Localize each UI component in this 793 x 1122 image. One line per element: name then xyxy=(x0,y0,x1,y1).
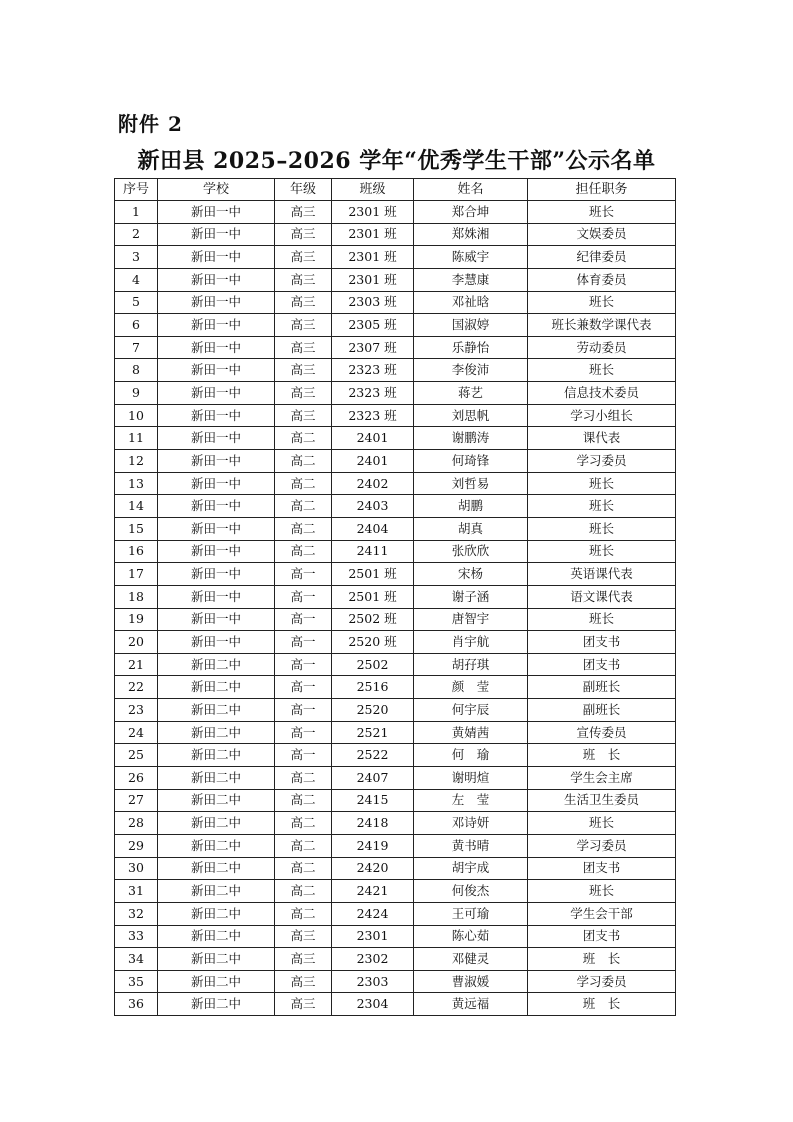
cell-grade: 高一 xyxy=(275,676,332,699)
cell-grade: 高三 xyxy=(275,336,332,359)
cell-grade: 高二 xyxy=(275,812,332,835)
cell-school: 新田一中 xyxy=(158,336,275,359)
cell-school: 新田二中 xyxy=(158,834,275,857)
cell-school: 新田二中 xyxy=(158,993,275,1016)
cell-grade: 高三 xyxy=(275,993,332,1016)
cell-index: 3 xyxy=(115,246,158,269)
table-row xyxy=(115,450,676,473)
cell-name: 黄书晴 xyxy=(414,834,528,857)
table-row xyxy=(115,653,676,676)
cell-position: 纪律委员 xyxy=(528,246,676,269)
cell-position: 学生会干部 xyxy=(528,902,676,925)
cell-class: 2301 班 xyxy=(332,223,414,246)
cell-name: 郑合坤 xyxy=(414,201,528,224)
cell-name: 颜 莹 xyxy=(414,676,528,699)
cell-school: 新田二中 xyxy=(158,925,275,948)
table-row xyxy=(115,291,676,314)
table-row xyxy=(115,427,676,450)
table-row xyxy=(115,246,676,269)
cell-name: 乐静怡 xyxy=(414,336,528,359)
cell-index: 23 xyxy=(115,699,158,722)
cell-grade: 高一 xyxy=(275,721,332,744)
cell-index: 29 xyxy=(115,834,158,857)
cell-class: 2402 xyxy=(332,472,414,495)
cell-name: 王可瑜 xyxy=(414,902,528,925)
cell-name: 陈心茹 xyxy=(414,925,528,948)
table-row xyxy=(115,676,676,699)
cell-position: 副班长 xyxy=(528,699,676,722)
table-row xyxy=(115,495,676,518)
cell-position: 语文课代表 xyxy=(528,585,676,608)
cell-class: 2411 xyxy=(332,540,414,563)
cell-name: 左 莹 xyxy=(414,789,528,812)
cell-school: 新田一中 xyxy=(158,404,275,427)
cell-grade: 高三 xyxy=(275,246,332,269)
table-row xyxy=(115,336,676,359)
cell-name: 何 瑜 xyxy=(414,744,528,767)
header-index: 序号 xyxy=(115,179,158,201)
cell-name: 陈威宇 xyxy=(414,246,528,269)
cell-name: 曹淑媛 xyxy=(414,970,528,993)
cell-class: 2407 xyxy=(332,767,414,790)
cell-grade: 高三 xyxy=(275,925,332,948)
cell-grade: 高三 xyxy=(275,223,332,246)
cell-class: 2302 xyxy=(332,948,414,971)
cell-class: 2401 xyxy=(332,450,414,473)
cell-position: 班 长 xyxy=(528,948,676,971)
cell-school: 新田一中 xyxy=(158,427,275,450)
cell-class: 2401 xyxy=(332,427,414,450)
cell-name: 何琦锋 xyxy=(414,450,528,473)
table-row xyxy=(115,404,676,427)
cell-position: 生活卫生委员 xyxy=(528,789,676,812)
table-row xyxy=(115,902,676,925)
table-row xyxy=(115,608,676,631)
cell-name: 黄婧茜 xyxy=(414,721,528,744)
cell-index: 30 xyxy=(115,857,158,880)
cell-grade: 高一 xyxy=(275,585,332,608)
cell-index: 12 xyxy=(115,450,158,473)
cell-name: 肖宇航 xyxy=(414,631,528,654)
cell-position: 班长 xyxy=(528,201,676,224)
cell-name: 宋杨 xyxy=(414,563,528,586)
cell-grade: 高二 xyxy=(275,789,332,812)
cell-school: 新田一中 xyxy=(158,314,275,337)
cell-class: 2323 班 xyxy=(332,382,414,405)
cell-index: 16 xyxy=(115,540,158,563)
cell-class: 2323 班 xyxy=(332,359,414,382)
cell-grade: 高二 xyxy=(275,857,332,880)
cell-index: 11 xyxy=(115,427,158,450)
cell-class: 2501 班 xyxy=(332,585,414,608)
cell-school: 新田一中 xyxy=(158,201,275,224)
cell-position: 宣传委员 xyxy=(528,721,676,744)
cell-position: 班长 xyxy=(528,812,676,835)
cell-index: 6 xyxy=(115,314,158,337)
cell-class: 2307 班 xyxy=(332,336,414,359)
header-school: 学校 xyxy=(158,179,275,201)
cell-index: 24 xyxy=(115,721,158,744)
cell-name: 邓诗妍 xyxy=(414,812,528,835)
cell-name: 黄远福 xyxy=(414,993,528,1016)
table-row xyxy=(115,563,676,586)
cell-name: 谢明煊 xyxy=(414,767,528,790)
cell-school: 新田二中 xyxy=(158,699,275,722)
cell-grade: 高一 xyxy=(275,744,332,767)
cell-school: 新田一中 xyxy=(158,359,275,382)
cell-class: 2502 班 xyxy=(332,608,414,631)
cell-school: 新田一中 xyxy=(158,631,275,654)
header-name: 姓名 xyxy=(414,179,528,201)
cell-grade: 高三 xyxy=(275,970,332,993)
table-row xyxy=(115,767,676,790)
cell-index: 26 xyxy=(115,767,158,790)
cell-school: 新田一中 xyxy=(158,495,275,518)
cell-name: 邓祉晗 xyxy=(414,291,528,314)
cell-school: 新田二中 xyxy=(158,880,275,903)
cell-index: 4 xyxy=(115,268,158,291)
cell-school: 新田二中 xyxy=(158,767,275,790)
cell-class: 2418 xyxy=(332,812,414,835)
cell-index: 8 xyxy=(115,359,158,382)
cell-school: 新田一中 xyxy=(158,382,275,405)
cell-name: 谢子涵 xyxy=(414,585,528,608)
cell-grade: 高二 xyxy=(275,427,332,450)
cell-position: 文娱委员 xyxy=(528,223,676,246)
cell-grade: 高三 xyxy=(275,404,332,427)
cell-grade: 高三 xyxy=(275,268,332,291)
cell-position: 学习委员 xyxy=(528,450,676,473)
cell-position: 课代表 xyxy=(528,427,676,450)
table-row xyxy=(115,699,676,722)
cell-name: 李慧康 xyxy=(414,268,528,291)
cell-class: 2501 班 xyxy=(332,563,414,586)
cell-index: 1 xyxy=(115,201,158,224)
cell-school: 新田一中 xyxy=(158,450,275,473)
table-row xyxy=(115,585,676,608)
document-title: 新田县 2025–2026 学年“优秀学生干部”公示名单 xyxy=(137,148,656,174)
cell-index: 20 xyxy=(115,631,158,654)
cell-school: 新田二中 xyxy=(158,676,275,699)
cell-grade: 高一 xyxy=(275,699,332,722)
table-row xyxy=(115,472,676,495)
cell-class: 2301 班 xyxy=(332,268,414,291)
cell-index: 28 xyxy=(115,812,158,835)
cell-class: 2521 xyxy=(332,721,414,744)
cell-grade: 高一 xyxy=(275,653,332,676)
cell-class: 2303 xyxy=(332,970,414,993)
table-row xyxy=(115,880,676,903)
cell-grade: 高一 xyxy=(275,608,332,631)
cell-name: 胡真 xyxy=(414,517,528,540)
cell-class: 2301 班 xyxy=(332,246,414,269)
table-row xyxy=(115,540,676,563)
cell-position: 班长兼数学课代表 xyxy=(528,314,676,337)
cell-class: 2421 xyxy=(332,880,414,903)
cell-position: 团支书 xyxy=(528,653,676,676)
table-row xyxy=(115,201,676,224)
cell-position: 班长 xyxy=(528,291,676,314)
cell-school: 新田一中 xyxy=(158,585,275,608)
cell-school: 新田二中 xyxy=(158,721,275,744)
cell-school: 新田二中 xyxy=(158,812,275,835)
cell-name: 胡孖琪 xyxy=(414,653,528,676)
table-row xyxy=(115,948,676,971)
cell-school: 新田一中 xyxy=(158,540,275,563)
cell-name: 刘哲易 xyxy=(414,472,528,495)
cell-grade: 高三 xyxy=(275,382,332,405)
cell-grade: 高二 xyxy=(275,450,332,473)
cell-school: 新田二中 xyxy=(158,902,275,925)
cell-grade: 高二 xyxy=(275,495,332,518)
cell-grade: 高三 xyxy=(275,201,332,224)
cell-index: 5 xyxy=(115,291,158,314)
header-grade: 年级 xyxy=(275,179,332,201)
cell-school: 新田二中 xyxy=(158,789,275,812)
cell-position: 团支书 xyxy=(528,925,676,948)
cell-grade: 高二 xyxy=(275,517,332,540)
table-body xyxy=(115,201,676,1016)
cell-grade: 高二 xyxy=(275,472,332,495)
cell-class: 2424 xyxy=(332,902,414,925)
cell-grade: 高三 xyxy=(275,359,332,382)
cell-name: 国淑婷 xyxy=(414,314,528,337)
cell-school: 新田二中 xyxy=(158,857,275,880)
cell-name: 何宇辰 xyxy=(414,699,528,722)
cell-name: 胡宇成 xyxy=(414,857,528,880)
table-row xyxy=(115,314,676,337)
cell-class: 2304 xyxy=(332,993,414,1016)
cell-class: 2516 xyxy=(332,676,414,699)
cell-position: 团支书 xyxy=(528,631,676,654)
table-row xyxy=(115,359,676,382)
cell-school: 新田一中 xyxy=(158,223,275,246)
cell-index: 2 xyxy=(115,223,158,246)
cell-index: 17 xyxy=(115,563,158,586)
cell-index: 9 xyxy=(115,382,158,405)
table-header-row xyxy=(115,179,676,201)
cell-position: 班长 xyxy=(528,517,676,540)
table-row xyxy=(115,857,676,880)
table-row xyxy=(115,382,676,405)
cell-position: 英语课代表 xyxy=(528,563,676,586)
cell-class: 2520 班 xyxy=(332,631,414,654)
cell-class: 2301 xyxy=(332,925,414,948)
table-row xyxy=(115,631,676,654)
cell-position: 学习小组长 xyxy=(528,404,676,427)
cell-class: 2419 xyxy=(332,834,414,857)
cell-index: 31 xyxy=(115,880,158,903)
cell-name: 郑姝湘 xyxy=(414,223,528,246)
cell-index: 22 xyxy=(115,676,158,699)
cell-index: 25 xyxy=(115,744,158,767)
cell-school: 新田二中 xyxy=(158,970,275,993)
cell-index: 15 xyxy=(115,517,158,540)
cell-name: 何俊杰 xyxy=(414,880,528,903)
cell-class: 2404 xyxy=(332,517,414,540)
cell-position: 班 长 xyxy=(528,993,676,1016)
cell-position: 团支书 xyxy=(528,857,676,880)
cell-class: 2403 xyxy=(332,495,414,518)
cell-grade: 高二 xyxy=(275,902,332,925)
cell-name: 唐智宇 xyxy=(414,608,528,631)
cell-class: 2520 xyxy=(332,699,414,722)
cell-class: 2415 xyxy=(332,789,414,812)
cell-school: 新田一中 xyxy=(158,268,275,291)
cell-grade: 高二 xyxy=(275,834,332,857)
cell-class: 2301 班 xyxy=(332,201,414,224)
attachment-label: 附件 2 xyxy=(118,112,183,136)
cell-index: 27 xyxy=(115,789,158,812)
cell-position: 体育委员 xyxy=(528,268,676,291)
cell-position: 劳动委员 xyxy=(528,336,676,359)
table-row xyxy=(115,925,676,948)
table-row xyxy=(115,970,676,993)
cell-position: 学生会主席 xyxy=(528,767,676,790)
cell-position: 班长 xyxy=(528,608,676,631)
table-row xyxy=(115,812,676,835)
cell-position: 班长 xyxy=(528,495,676,518)
cell-class: 2420 xyxy=(332,857,414,880)
table-row xyxy=(115,721,676,744)
header-position: 担任职务 xyxy=(528,179,676,201)
cell-index: 18 xyxy=(115,585,158,608)
cell-grade: 高三 xyxy=(275,291,332,314)
table-row xyxy=(115,517,676,540)
cell-class: 2303 班 xyxy=(332,291,414,314)
cell-index: 36 xyxy=(115,993,158,1016)
cell-school: 新田一中 xyxy=(158,472,275,495)
student-list-table xyxy=(114,178,676,1016)
cell-index: 10 xyxy=(115,404,158,427)
cell-position: 学习委员 xyxy=(528,834,676,857)
cell-school: 新田二中 xyxy=(158,744,275,767)
cell-index: 32 xyxy=(115,902,158,925)
cell-position: 班长 xyxy=(528,359,676,382)
cell-grade: 高二 xyxy=(275,880,332,903)
cell-index: 7 xyxy=(115,336,158,359)
cell-index: 35 xyxy=(115,970,158,993)
cell-grade: 高二 xyxy=(275,540,332,563)
cell-position: 学习委员 xyxy=(528,970,676,993)
cell-grade: 高二 xyxy=(275,767,332,790)
table-row xyxy=(115,744,676,767)
cell-school: 新田一中 xyxy=(158,291,275,314)
table-row xyxy=(115,223,676,246)
cell-index: 33 xyxy=(115,925,158,948)
header-class: 班级 xyxy=(332,179,414,201)
table-row xyxy=(115,993,676,1016)
table-row xyxy=(115,789,676,812)
cell-name: 蒋艺 xyxy=(414,382,528,405)
cell-index: 13 xyxy=(115,472,158,495)
cell-grade: 高一 xyxy=(275,631,332,654)
cell-school: 新田二中 xyxy=(158,653,275,676)
table-row xyxy=(115,834,676,857)
cell-school: 新田一中 xyxy=(158,608,275,631)
cell-position: 班长 xyxy=(528,880,676,903)
cell-school: 新田一中 xyxy=(158,563,275,586)
cell-index: 14 xyxy=(115,495,158,518)
cell-name: 李俊沛 xyxy=(414,359,528,382)
cell-name: 邓健灵 xyxy=(414,948,528,971)
cell-name: 刘思帆 xyxy=(414,404,528,427)
cell-school: 新田一中 xyxy=(158,246,275,269)
cell-name: 胡鹏 xyxy=(414,495,528,518)
cell-class: 2305 班 xyxy=(332,314,414,337)
cell-school: 新田一中 xyxy=(158,517,275,540)
cell-index: 21 xyxy=(115,653,158,676)
cell-name: 谢鹏涛 xyxy=(414,427,528,450)
cell-position: 信息技术委员 xyxy=(528,382,676,405)
cell-school: 新田二中 xyxy=(158,948,275,971)
cell-position: 班长 xyxy=(528,540,676,563)
cell-grade: 高三 xyxy=(275,948,332,971)
cell-position: 班长 xyxy=(528,472,676,495)
cell-class: 2323 班 xyxy=(332,404,414,427)
cell-index: 19 xyxy=(115,608,158,631)
cell-index: 34 xyxy=(115,948,158,971)
cell-grade: 高三 xyxy=(275,314,332,337)
cell-class: 2502 xyxy=(332,653,414,676)
cell-class: 2522 xyxy=(332,744,414,767)
cell-position: 班 长 xyxy=(528,744,676,767)
table-row xyxy=(115,268,676,291)
cell-name: 张欣欣 xyxy=(414,540,528,563)
cell-position: 副班长 xyxy=(528,676,676,699)
cell-grade: 高一 xyxy=(275,563,332,586)
